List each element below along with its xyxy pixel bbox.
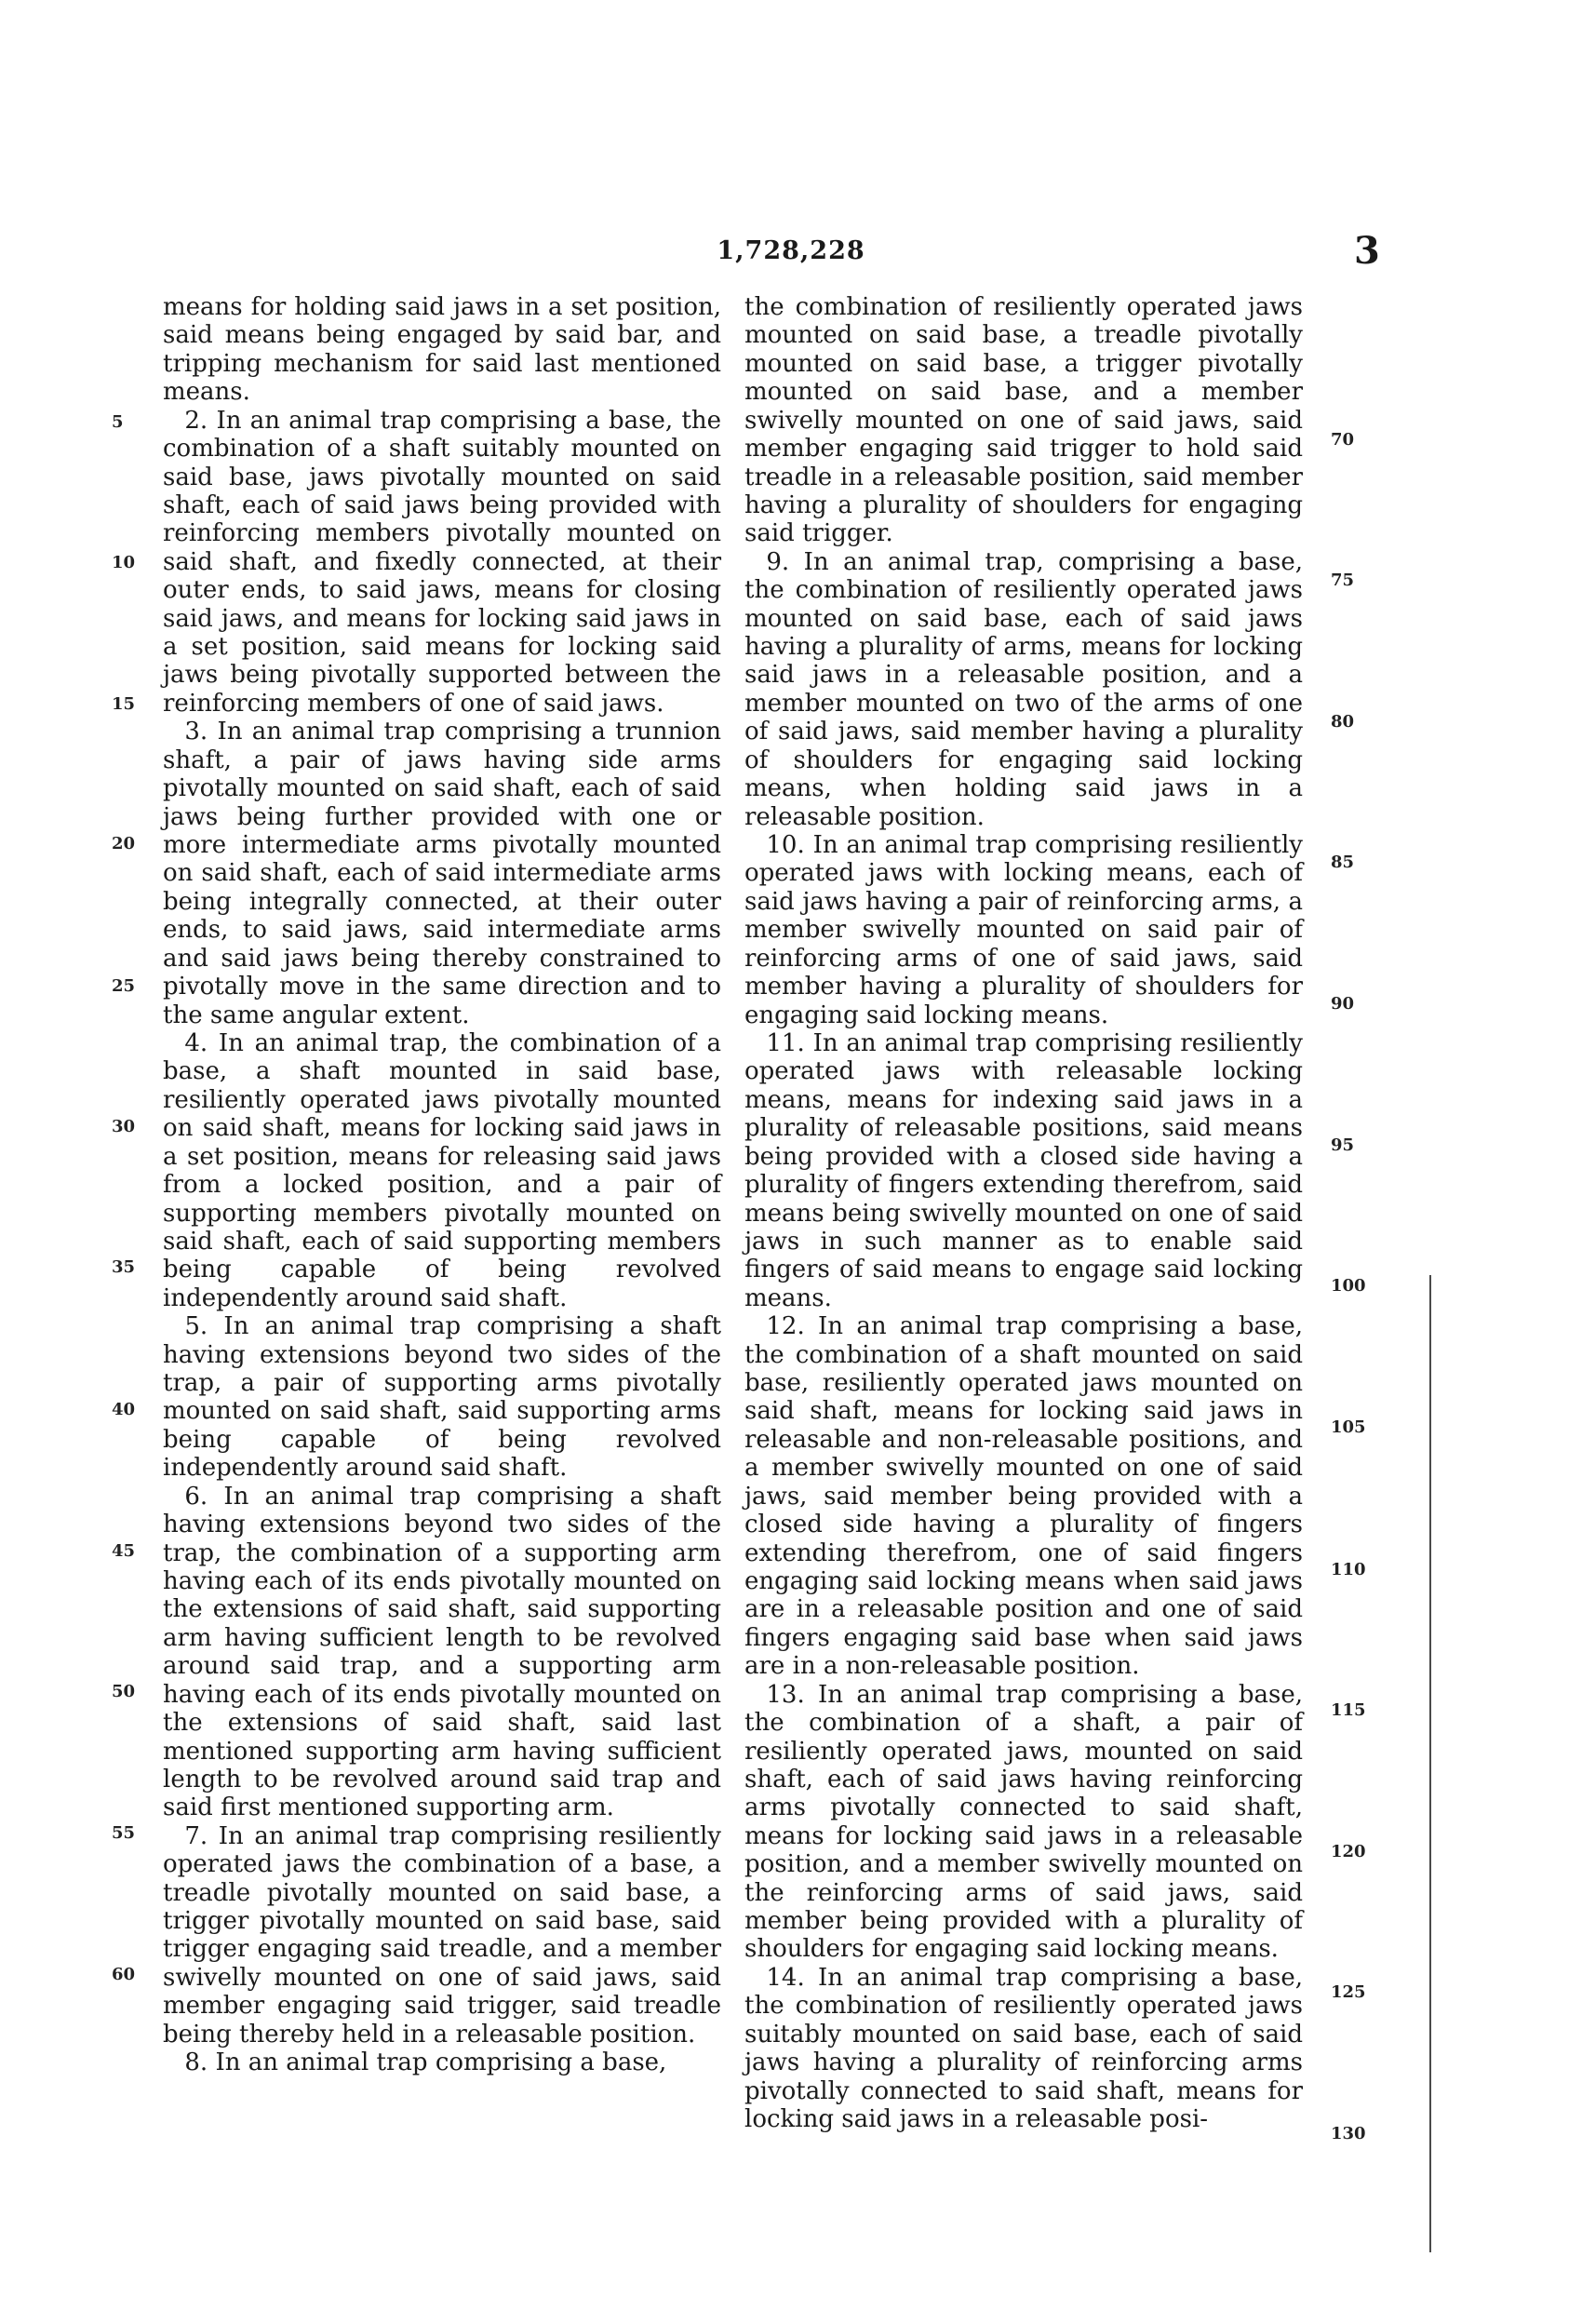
line-number: 130	[1331, 2124, 1366, 2143]
line-number: 120	[1331, 1842, 1366, 1861]
line-number: 25	[112, 976, 136, 996]
line-number: 100	[1331, 1276, 1366, 1296]
claim-2: 2. In an animal trap comprising a base, the combination of a shaft suitably mounted on said base, jaws pivotally mounted on said shaft, each of said jaws being provided with reinforcing members pivotally mounted on said shaft, and fixedly connected, at their outer ends, to said jaws, means for closing said jaws, and means for locking said jaws in a set position, said means for locking said jaws being pivotally supported between the reinforcing members of one of said jaws.	[163, 406, 721, 718]
line-number: 10	[112, 553, 136, 572]
claim-8-continuation: the combination of resiliently operated jaws mounted on said base, a treadle pivotally mounted on said base, a trigger pivotally mounted on said base, and a member swivelly mounted on one of said jaws, said member engaging said trigger to hold said treadle in a releasable position, said member having a plurality of shoulders for engaging said trigger.	[744, 293, 1303, 548]
right-column	[744, 293, 1303, 2133]
line-number: 5	[112, 412, 124, 432]
line-number: 35	[112, 1257, 136, 1277]
line-number: 80	[1331, 712, 1355, 732]
patent-number: 1,728,228	[717, 236, 865, 265]
claim-7: 7. In an animal trap comprising resiliently operated jaws the combination of a base, a treadle pivotally mounted on said base, a trigger pivotally mounted on said base, said trigger engaging said treadle, and a member swivelly mounted on one of said jaws, said member engaging said trigger, said treadle being thereby held in a releasable position.	[163, 1821, 721, 2049]
line-number: 40	[112, 1400, 136, 1419]
line-number: 20	[112, 834, 136, 853]
line-number: 30	[112, 1117, 136, 1136]
line-number: 70	[1331, 430, 1355, 450]
scan-edge-line	[1429, 1275, 1431, 2252]
claim-11: 11. In an animal trap comprising resiliently operated jaws with releasable locking means, means for indexing said jaws in a plurality of releasable positions, said means being provided with a closed side having a plurality of fingers extending therefrom, said means being swivelly mounted on one of said jaws in such manner as to enable said fingers of said means to engage said locking means.	[744, 1028, 1303, 1312]
line-number: 55	[112, 1823, 136, 1843]
claim-8-start: 8. In an animal trap comprising a base,	[184, 2049, 667, 2077]
claim-4: 4. In an animal trap, the combination of a base, a shaft mounted in said base, resiliently operated jaws pivotally mounted on said shaft, means for locking said jaws in a set position, means for releasing said jaws from a locked position, and a pair of supporting members pivotally mounted on said shaft, each of said supporting members being capable of being revolved independently around said shaft.	[163, 1028, 721, 1312]
claim-14-start: 14. In an animal trap comprising a base, the combination of resiliently operated jaws suitably mounted on said base, each of said jaws having a plurality of reinforcing arms pivotally connected to said shaft, means for locking said jaws in a releasable posi-	[744, 1963, 1303, 2133]
left-column	[163, 293, 721, 2077]
line-number: 15	[112, 694, 136, 714]
line-number: 90	[1331, 994, 1355, 1014]
claim-12: 12. In an animal trap comprising a base, the combination of a shaft mounted on said base, resiliently operated jaws mounted on said shaft, means for locking said jaws in releasable and non-releasable positions, and a member swivelly mounted on one of said jaws, said member being provided with a closed side having a plurality of fingers extending therefrom, one of said fingers engaging said locking means when said jaws are in a releasable position and one of said fingers engaging said base when said jaws are in a non-releasable position.	[744, 1312, 1303, 1681]
line-number: 105	[1331, 1417, 1366, 1437]
line-number: 125	[1331, 1982, 1366, 2002]
line-number: 60	[112, 1965, 136, 1984]
claim-6: 6. In an animal trap comprising a shaft having extensions beyond two sides of the trap, the combination of a supporting arm having each of its ends pivotally mounted on the extensions of said shaft, said supporting arm having sufficient length to be revolved around said trap, and a supporting arm having each of its ends pivotally mounted on the extensions of said shaft, said last mentioned supporting arm having sufficient length to be revolved around said trap and said first mentioned supporting arm.	[163, 1482, 721, 1822]
claim-9: 9. In an animal trap, comprising a base, the combination of resiliently operated jaws mounted on said base, each of said jaws having a plurality of arms, means for locking said jaws in a releasable position, and a member mounted on two of the arms of one of said jaws, said member having a plurality of shoulders for engaging said locking means, when holding said jaws in a releasable position.	[744, 547, 1303, 831]
claim-13: 13. In an animal trap comprising a base, the combination of a shaft, a pair of resiliently operated jaws, mounted on said shaft, each of said jaws having reinforcing arms pivotally connected to said shaft, means for locking said jaws in a releasable position, and a member swivelly mounted on the reinforcing arms of said jaws, said member being provided with a plurality of shoulders for engaging said locking means.	[744, 1680, 1303, 1964]
line-number: 110	[1331, 1560, 1366, 1579]
line-number: 115	[1331, 1700, 1366, 1720]
claim-3: 3. In an animal trap comprising a trunnion shaft, a pair of jaws having side arms pivotally mounted on said shaft, each of said jaws being further provided with one or more intermediate arms pivotally mounted on said shaft, each of said intermediate arms being integrally connected, at their outer ends, to said jaws, said intermediate arms and said jaws being thereby constrained to pivotally move in the same direction and to the same angular extent.	[163, 718, 721, 1029]
sheet-number: 3	[1354, 229, 1380, 273]
claim-continuation: means for holding said jaws in a set position, said means being engaged by said bar, and tripping mechanism for said last mentioned means.	[163, 293, 721, 407]
line-number: 50	[112, 1682, 136, 1701]
claim-10: 10. In an animal trap comprising resiliently operated jaws with locking means, each of said jaws having a pair of reinforcing arms, a member swivelly mounted on said pair of reinforcing arms of one of said jaws, said member having a plurality of shoulders for engaging said locking means.	[744, 831, 1303, 1029]
line-number: 75	[1331, 571, 1355, 590]
line-number: 45	[112, 1541, 136, 1561]
claim-5: 5. In an animal trap comprising a shaft having extensions beyond two sides of the trap, a pair of supporting arms pivotally mounted on said shaft, said supporting arms being capable of being revolved independently around said shaft.	[163, 1312, 721, 1483]
line-number: 95	[1331, 1135, 1355, 1155]
line-number: 85	[1331, 853, 1355, 872]
